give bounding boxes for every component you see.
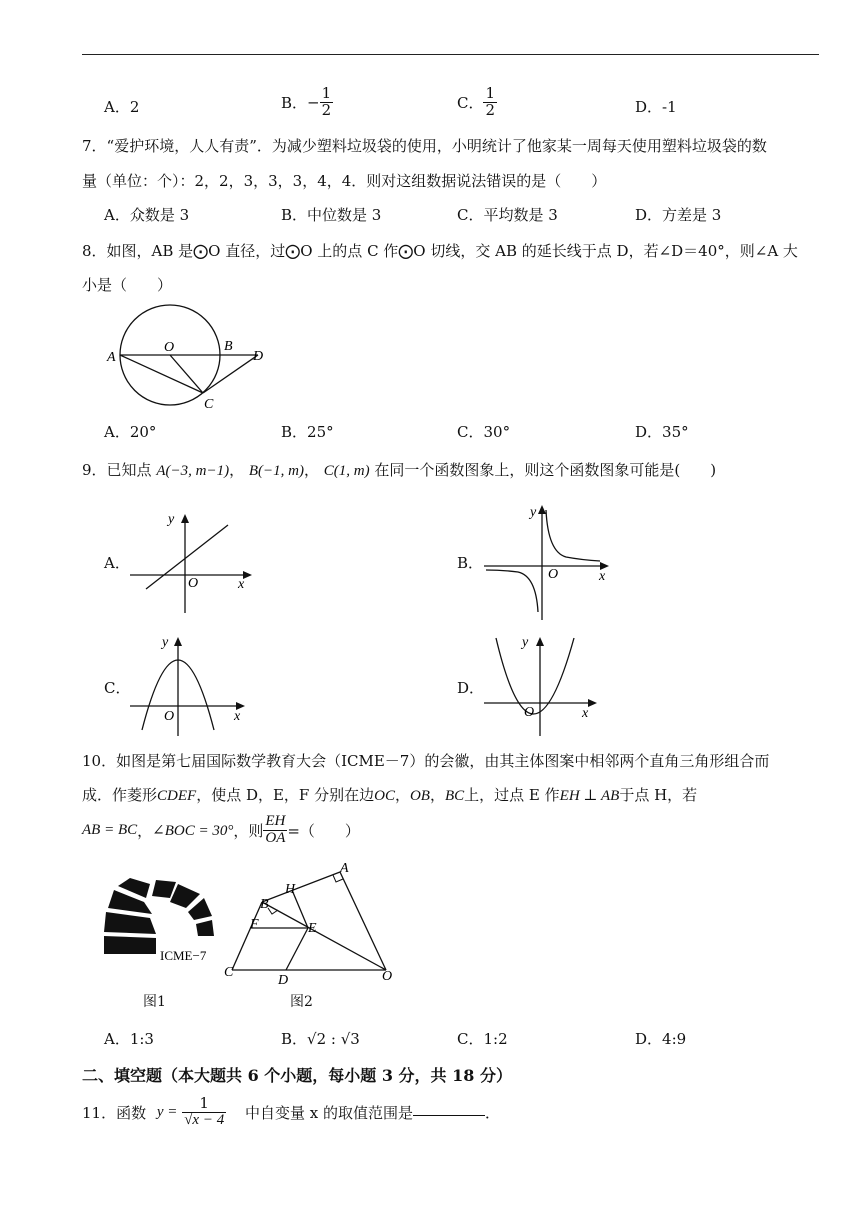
math-cdef: CDEF xyxy=(157,788,197,804)
q7-option-a: A．众数是 3 xyxy=(104,206,190,224)
origin-label: O xyxy=(188,576,199,591)
fraction-denominator: 2 xyxy=(485,100,496,119)
q6-option-b-sign: − xyxy=(307,93,320,112)
text: 上，过点 E 作 xyxy=(464,786,560,804)
label-o: O xyxy=(164,340,175,355)
q9-graph-d-parabola-up xyxy=(482,630,607,738)
fraction-numerator: 1 xyxy=(321,84,332,102)
q9-prefix: 9．已知点 xyxy=(82,461,152,479)
math-y-eq: y = xyxy=(156,1103,178,1120)
math-eh-over-oa xyxy=(263,814,287,847)
q11-stem xyxy=(82,1096,500,1129)
q10-geometry-figure xyxy=(222,860,402,990)
text: 于点 H，若 xyxy=(619,786,698,804)
label-o: O xyxy=(382,969,393,984)
fraction-denominator: OA xyxy=(265,829,286,846)
q10-option-b-label: B． xyxy=(281,1030,308,1048)
hyperbola-branch-1 xyxy=(546,510,600,561)
q11-tail: 中自变量 x 的取值范围是 xyxy=(244,1103,413,1122)
math-ob: OB xyxy=(409,788,430,804)
label-f: F xyxy=(250,917,259,932)
icme-logo-text: ICME−7 xyxy=(160,948,207,963)
fraction-denominator: 2 xyxy=(321,100,332,119)
q10-option-a: A．1:3 xyxy=(104,1030,154,1048)
label-a: A xyxy=(107,350,116,365)
x-axis-label: x xyxy=(238,577,245,592)
q9-option-b-label: B． xyxy=(457,554,484,572)
line-graph xyxy=(146,525,228,589)
x-axis-label: x xyxy=(582,706,589,721)
figure-1-caption: 图1 xyxy=(143,994,166,1010)
q8-circle-figure xyxy=(100,300,280,415)
sep: ， xyxy=(229,461,245,479)
q6-option-b-fraction xyxy=(320,86,334,119)
q7-option-d: D．方差是 3 xyxy=(635,206,722,224)
point-b: B(−1, m) xyxy=(248,463,304,479)
q8-option-d: D．35° xyxy=(635,423,689,441)
q10-stem-line1: 10．如图是第七届国际数学教育大会（ICME－7）的会徽，由其主体图案中相邻两个直角三角形组合而 xyxy=(82,752,770,770)
q9-stem xyxy=(82,459,716,480)
label-d: D xyxy=(253,349,264,364)
answer-blank[interactable] xyxy=(413,1101,485,1116)
q10-option-b-expr: √2 : √3 xyxy=(307,1030,360,1048)
math-angle-boc: ∠BOC = 30° xyxy=(152,822,234,839)
math-fraction xyxy=(182,1096,226,1129)
q6-option-c xyxy=(457,86,497,119)
q8-option-c: C．30° xyxy=(457,423,511,441)
q7-option-b: B．中位数是 3 xyxy=(281,206,382,224)
q9-option-d-label: D． xyxy=(457,679,485,697)
q8-stem-line1: 8．如图，AB 是⨀O 直径，过⨀O 上的点 C 作⨀O 切线，交 AB 的延长线于点 D，若∠D＝40°，则∠A 大 xyxy=(82,242,798,260)
q6-option-a: A．2 xyxy=(104,98,140,116)
origin-label: O xyxy=(548,567,559,582)
fraction-numerator: 1 xyxy=(485,84,496,102)
q9-option-c-label: C． xyxy=(104,679,131,697)
origin-label: O xyxy=(164,709,175,724)
y-axis-label: y xyxy=(522,635,529,650)
text: ， xyxy=(394,786,410,804)
q8-option-b: B．25° xyxy=(281,423,334,441)
label-e: E xyxy=(308,921,317,936)
label-b: B xyxy=(224,339,233,354)
text: =（ ） xyxy=(287,821,360,840)
x-axis-label: x xyxy=(234,709,241,724)
fraction-numerator: EH xyxy=(265,813,286,829)
q6-option-b xyxy=(281,86,333,119)
label-c: C xyxy=(224,965,234,980)
q6-option-c-label: C． xyxy=(457,93,484,112)
label-c: C xyxy=(204,397,214,412)
q7-stem-line1: 7．“爱护环境，人人有责”．为减少塑料垃圾袋的使用，小明统计了他家某一周每天使用塑料垃圾袋的数 xyxy=(82,137,767,155)
label-h: H xyxy=(285,882,296,897)
text: ，则 xyxy=(233,821,264,840)
y-axis-label: y xyxy=(168,512,175,527)
math-oc: OC xyxy=(374,788,395,804)
q9-tail: 在同一个函数图象上，则这个函数图象可能是( ) xyxy=(374,461,717,479)
q9-graph-a-linear xyxy=(128,505,258,615)
q9-graph-c-parabola-down xyxy=(128,630,253,738)
q10-option-c: C．1:2 xyxy=(457,1030,508,1048)
q11-prefix: 11．函数 xyxy=(82,1103,147,1122)
math-eh-perp-ab: EH ⊥ AB xyxy=(559,788,620,804)
label-a: A xyxy=(340,861,349,876)
q10-option-b xyxy=(281,1028,360,1049)
q8-option-a: A．20° xyxy=(104,423,157,441)
section-2-heading: 二、填空题（本大题共 6 个小题，每小题 3 分，共 18 分） xyxy=(82,1066,512,1085)
icme-logo-figure xyxy=(100,876,225,964)
q6-option-c-fraction xyxy=(483,86,497,119)
line-cd xyxy=(203,355,258,393)
q11-end: ． xyxy=(484,1103,500,1122)
line-oc xyxy=(170,355,203,393)
q9-graph-b-hyperbola xyxy=(482,500,614,622)
text: 成．作菱形 xyxy=(82,786,158,804)
q10-stem-line3 xyxy=(82,814,360,847)
math-ab-eq-bc: AB = BC xyxy=(82,821,138,838)
point-a: A(−3, m−1) xyxy=(156,463,230,479)
q8-stem-line2: 小是（ ） xyxy=(82,276,173,294)
figure-2-caption: 图2 xyxy=(290,994,313,1010)
x-axis-label: x xyxy=(599,569,606,584)
label-b: B xyxy=(260,897,269,912)
q7-stem-line2: 量（单位：个）：2，2，3，3，3，4，4．则对这组数据说法错误的是（ ） xyxy=(82,172,607,190)
math-bc: BC xyxy=(444,788,465,804)
point-c: C(1, m) xyxy=(323,463,370,479)
y-axis-label: y xyxy=(530,505,537,520)
q6-option-b-label: B． xyxy=(281,93,308,112)
label-d: D xyxy=(278,973,289,988)
fraction-denominator: √x − 4 xyxy=(184,1111,225,1128)
q10-option-d: D．4:9 xyxy=(635,1030,687,1048)
y-axis-label: y xyxy=(162,635,169,650)
fraction-numerator: 1 xyxy=(182,1096,226,1113)
text: ，使点 D，E，F 分别在边 xyxy=(196,786,375,804)
q9-option-a-label: A． xyxy=(104,554,130,572)
hyperbola-branch-2 xyxy=(486,570,538,612)
text: ， xyxy=(137,821,153,840)
text: ， xyxy=(429,786,445,804)
header-rule xyxy=(82,54,819,55)
q10-stem-line2 xyxy=(82,784,697,805)
origin-label: O xyxy=(524,705,535,720)
q7-option-c: C．平均数是 3 xyxy=(457,206,558,224)
sep: ， xyxy=(303,461,319,479)
q6-option-d: D．-1 xyxy=(635,98,677,116)
